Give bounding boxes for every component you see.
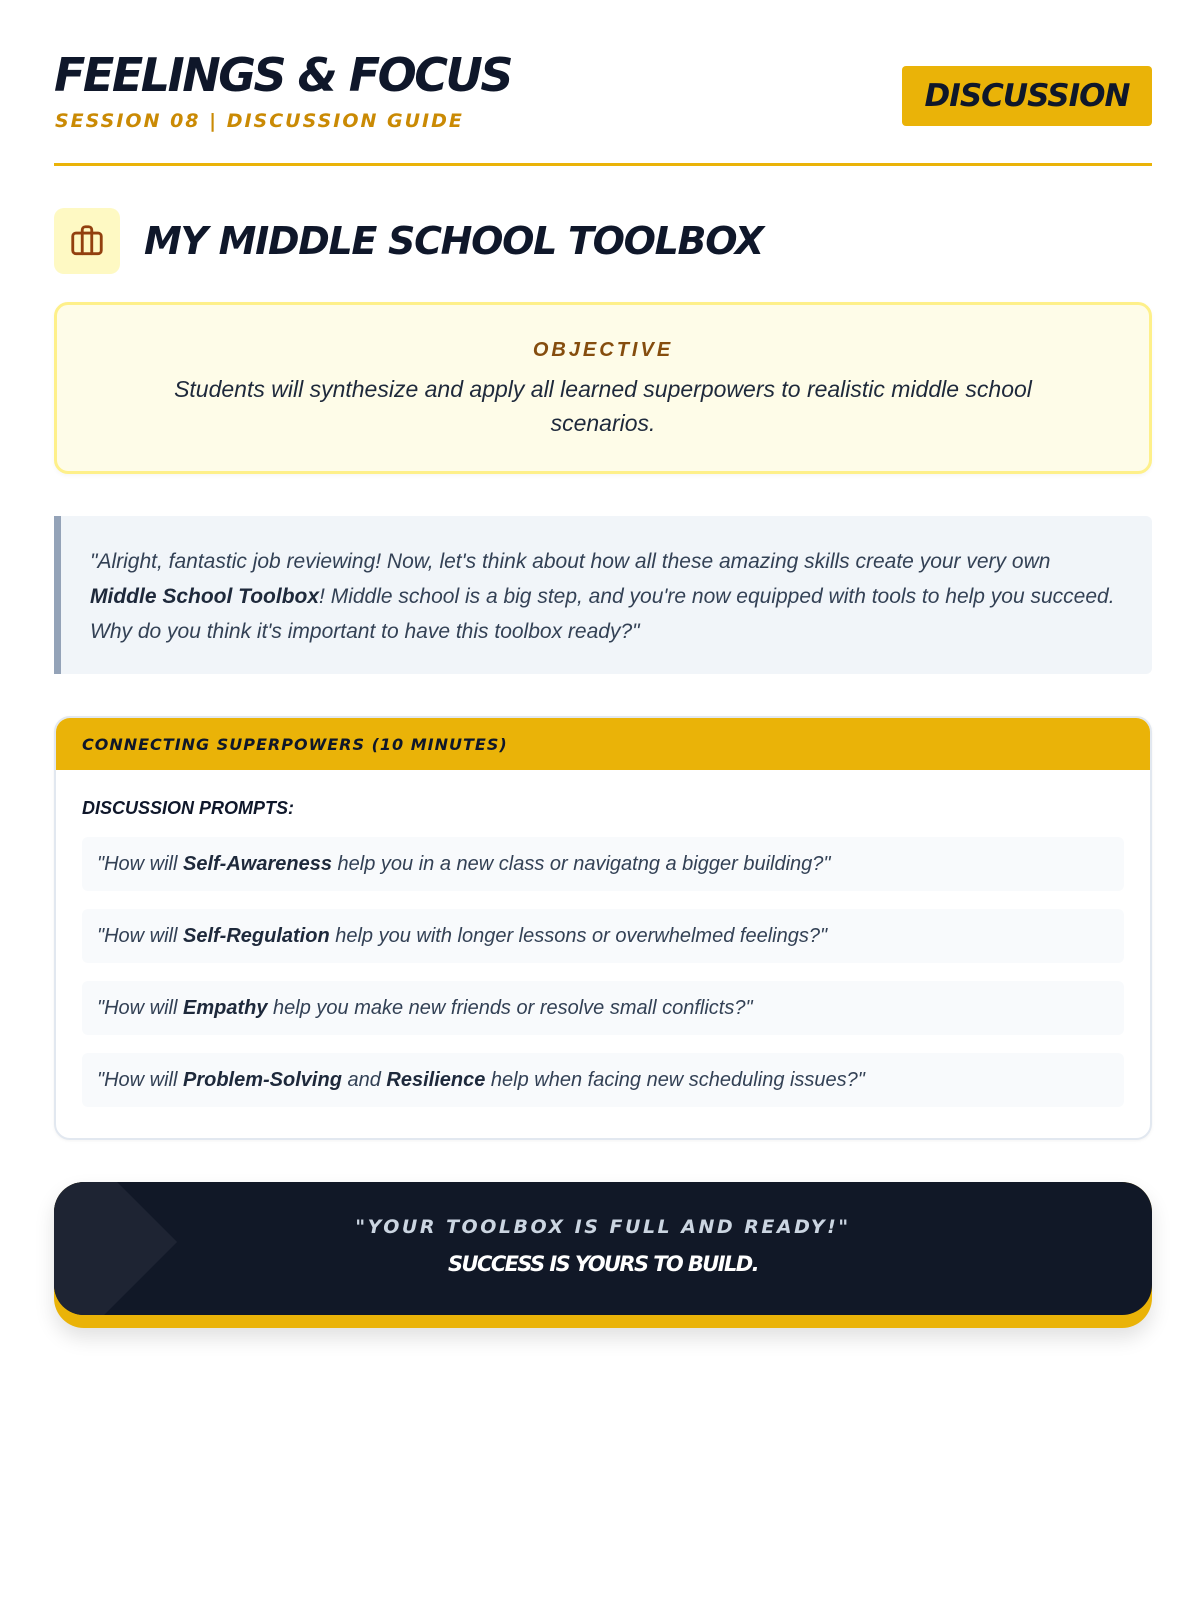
prompt-list bbox=[82, 837, 1124, 1107]
prompt-text: "How will bbox=[97, 1068, 183, 1091]
quote-bold-term: Middle School Toolbox bbox=[90, 585, 320, 608]
quote-text-start: "Alright, fantastic job reviewing! Now, let's think about how all these amazing skills create your very own bbox=[90, 550, 1051, 573]
section-title: MY MIDDLE SCHOOL TOOLBOX bbox=[144, 219, 763, 263]
objective-label: OBJECTIVE bbox=[532, 339, 674, 361]
prompt-skill: Self-Regulation bbox=[183, 924, 330, 947]
activity-card bbox=[54, 716, 1152, 1140]
quote-text-end: ! Middle school is a big step, and you're now equipped with tools to help you succeed. Why do you think it's important to have this toolbox ready?" bbox=[90, 585, 1115, 643]
prompt-text: help you with longer lessons or overwhelmed feelings?" bbox=[329, 924, 828, 947]
prompt-text: and bbox=[341, 1068, 387, 1091]
briefcase-icon bbox=[54, 208, 120, 274]
banner-quote: "YOUR TOOLBOX IS FULL AND READY!" bbox=[355, 1216, 851, 1238]
diamond-decoration-icon bbox=[54, 1182, 177, 1315]
prompt-skill: Problem-Solving bbox=[183, 1068, 342, 1091]
prompt-skill: Self-Awareness bbox=[183, 852, 332, 875]
prompt-text: "How will bbox=[97, 996, 183, 1019]
objective-box bbox=[54, 302, 1152, 474]
objective-text: Students will synthesize and apply all learned superpowers to realistic middle school scenarios. bbox=[174, 376, 1032, 436]
prompt-item bbox=[82, 909, 1124, 963]
activity-card-title: CONNECTING SUPERPOWERS (10 MINUTES) bbox=[56, 718, 1150, 770]
section-header bbox=[54, 208, 763, 274]
discussion-badge: DISCUSSION bbox=[902, 66, 1152, 126]
prompts-label: DISCUSSION PROMPTS: bbox=[82, 798, 295, 818]
prompt-skill: Empathy bbox=[183, 996, 268, 1019]
prompt-item bbox=[82, 1053, 1124, 1107]
teacher-script-quote bbox=[54, 516, 1152, 674]
prompt-skill: Resilience bbox=[386, 1068, 486, 1091]
prompt-item bbox=[82, 837, 1124, 891]
prompt-item bbox=[82, 981, 1124, 1035]
prompt-text: "How will bbox=[97, 924, 183, 947]
banner-tagline: SUCCESS IS YOURS TO BUILD. bbox=[448, 1252, 758, 1276]
session-subtitle: SESSION 08 | DISCUSSION GUIDE bbox=[55, 110, 464, 132]
page-header bbox=[54, 0, 1152, 166]
activity-card-body bbox=[56, 770, 1150, 1107]
prompt-text: help you in a new class or navigatng a bigger building?" bbox=[331, 852, 831, 875]
prompt-text: "How will bbox=[97, 852, 183, 875]
closing-banner bbox=[54, 1182, 1152, 1328]
discussion-guide-page bbox=[54, 0, 1152, 1276]
closing-banner-inner bbox=[54, 1182, 1152, 1315]
brand-title: FEELINGS & FOCUS bbox=[54, 48, 511, 102]
prompt-text: help when facing new scheduling issues?" bbox=[485, 1068, 865, 1091]
prompt-text: help you make new friends or resolve small conflicts?" bbox=[267, 996, 753, 1019]
